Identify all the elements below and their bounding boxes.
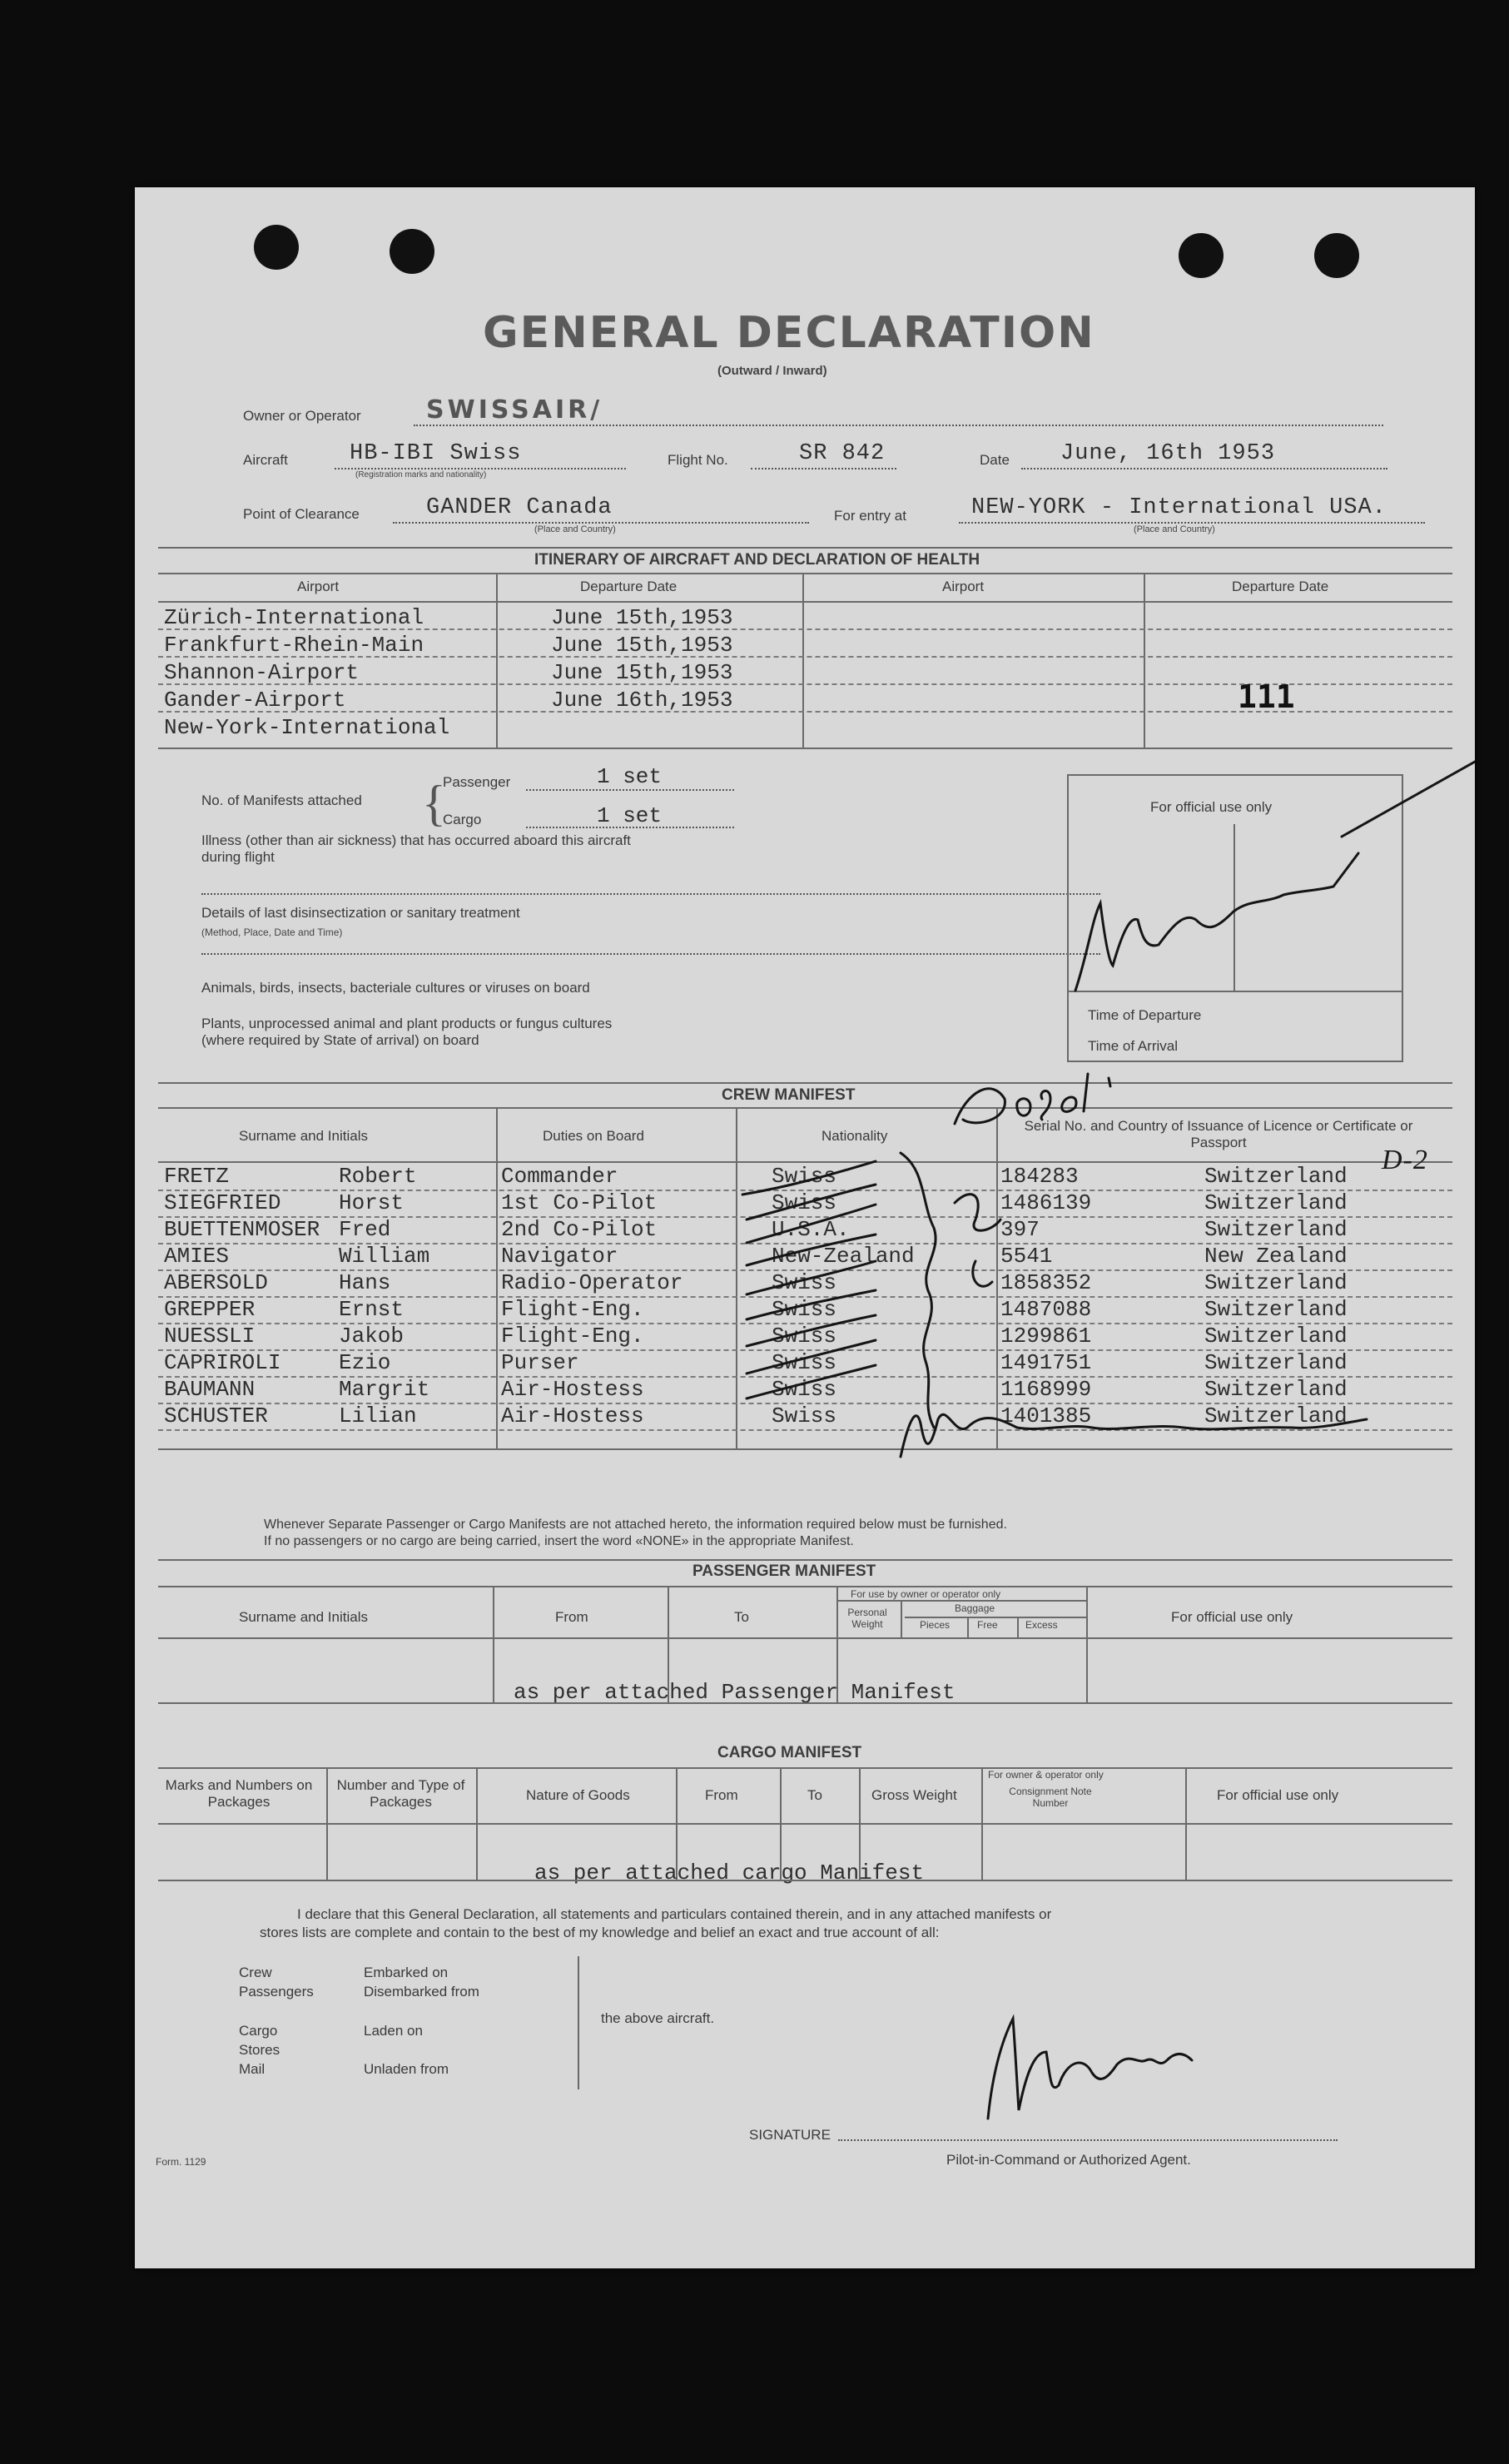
declaration-line-2: stores lists are complete and contain to the best of my knowledge and belief an exact and true account of all: xyxy=(260,1925,940,1940)
cargo-header-marks: Marks and Numbers on Packages xyxy=(165,1777,313,1810)
decl-crew: Crew xyxy=(239,1965,272,1980)
cargo-header-consign: Consignment Note Number xyxy=(1009,1786,1092,1809)
crew-header-nationality: Nationality xyxy=(822,1128,888,1144)
crew-first-name: Jakob xyxy=(339,1324,405,1349)
crew-duty: Air-Hostess xyxy=(501,1403,644,1428)
crew-surname: BUETTENMOSER xyxy=(164,1217,320,1242)
handwriting xyxy=(135,187,1475,2268)
pax-header-surname: Surname and Initials xyxy=(239,1609,368,1625)
itin-date-1: June 15th,1953 xyxy=(551,605,733,630)
crew-serial: 1168999 xyxy=(1000,1377,1092,1402)
owner-label: Owner or Operator xyxy=(243,408,361,424)
passenger-title: PASSENGER MANIFEST xyxy=(692,1562,876,1580)
itin-date-2: June 15th,1953 xyxy=(551,633,733,658)
itin-airport-1: Zürich-International xyxy=(164,605,424,630)
flight-label: Flight No. xyxy=(668,452,728,468)
owner-value: SWISSAIR/ xyxy=(426,395,603,425)
pax-header-from: From xyxy=(555,1609,588,1625)
crew-serial: 1858352 xyxy=(1000,1270,1092,1295)
stamp-number: 111 xyxy=(1238,678,1295,715)
crew-duty: Flight-Eng. xyxy=(501,1324,644,1349)
crew-country: Switzerland xyxy=(1204,1297,1348,1322)
crew-duty: Purser xyxy=(501,1350,579,1375)
crew-first-name: Robert xyxy=(339,1164,417,1189)
crew-serial: 1487088 xyxy=(1000,1297,1092,1322)
crew-nationality: Swiss xyxy=(772,1297,837,1322)
pax-header-to: To xyxy=(734,1609,749,1625)
crew-serial: 1299861 xyxy=(1000,1324,1092,1349)
illness-label: Illness (other than air sickness) that has occurred aboard this aircraft during flight xyxy=(201,832,631,865)
decl-stores: Stores xyxy=(239,2042,280,2058)
decl-embarked: Embarked on xyxy=(364,1965,449,1980)
crew-serial: 5541 xyxy=(1000,1244,1053,1269)
crew-header-surname: Surname and Initials xyxy=(239,1128,368,1144)
cargo-sets: 1 set xyxy=(597,803,663,828)
itin-header-date-2: Departure Date xyxy=(1232,579,1329,594)
form-number: Form. 1129 xyxy=(156,2156,206,2168)
clearance-note: (Place and Country) xyxy=(534,524,616,534)
disinsect-label: Details of last disinsectization or sanitary treatment xyxy=(201,905,520,921)
crew-first-name: Horst xyxy=(339,1190,405,1215)
notice-line-1: Whenever Separate Passenger or Cargo Manifests are not attached hereto, the information required below must be furnished. xyxy=(264,1518,1007,1532)
crew-nationality: Swiss xyxy=(772,1190,837,1215)
itin-airport-2: Frankfurt-Rhein-Main xyxy=(164,633,424,658)
itin-date-3: June 15th,1953 xyxy=(551,660,733,685)
crew-nationality: Swiss xyxy=(772,1324,837,1349)
time-arrival: Time of Arrival xyxy=(1088,1038,1179,1054)
date-value: June, 16th 1953 xyxy=(1060,441,1276,466)
entry-value: NEW-YORK - International USA. xyxy=(971,495,1387,520)
pax-header-excess: Excess xyxy=(1025,1619,1058,1631)
date-label: Date xyxy=(980,452,1010,468)
crew-first-name: Ernst xyxy=(339,1297,405,1322)
dosel-note xyxy=(955,1074,1110,1124)
crew-surname: SCHUSTER xyxy=(164,1403,268,1428)
decl-passengers: Passengers xyxy=(239,1984,314,2000)
cargo-entry: as per attached cargo Manifest xyxy=(534,1860,925,1885)
crew-duty: 1st Co-Pilot xyxy=(501,1190,658,1215)
crew-serial: 1401385 xyxy=(1000,1403,1092,1428)
signature-label: SIGNATURE xyxy=(749,2127,831,2143)
itin-header-airport: Airport xyxy=(297,579,340,594)
crew-surname: FRETZ xyxy=(164,1164,230,1189)
itin-airport-3: Shannon-Airport xyxy=(164,660,360,685)
crew-country: Switzerland xyxy=(1204,1403,1348,1428)
crew-nationality: Swiss xyxy=(772,1270,837,1295)
decl-cargo: Cargo xyxy=(239,2023,278,2039)
margin-note: D-2 xyxy=(1382,1145,1428,1175)
pax-header-pieces: Pieces xyxy=(920,1619,951,1631)
crew-nationality: U.S.A. xyxy=(772,1217,850,1242)
crew-country: Switzerland xyxy=(1204,1377,1348,1402)
crew-country: Switzerland xyxy=(1204,1270,1348,1295)
crew-header-serial: Serial No. and Country of Issuance of Licence or Certificate or Passport xyxy=(1024,1118,1413,1150)
crew-first-name: Ezio xyxy=(339,1350,391,1375)
animals-label: Animals, birds, insects, bacteriale cultures or viruses on board xyxy=(201,980,590,996)
crew-first-name: Margrit xyxy=(339,1377,430,1402)
crew-duty: Air-Hostess xyxy=(501,1377,644,1402)
itin-airport-4: Gander-Airport xyxy=(164,688,346,713)
entry-note: (Place and Country) xyxy=(1134,524,1215,534)
crew-serial: 397 xyxy=(1000,1217,1040,1242)
decl-above: the above aircraft. xyxy=(601,2010,715,2026)
itin-airport-5: New-York-International xyxy=(164,715,450,740)
crew-first-name: Lilian xyxy=(339,1403,417,1428)
pilot-signature xyxy=(988,2019,1192,2119)
cargo-header-from: From xyxy=(705,1787,738,1803)
entry-label: For entry at xyxy=(834,508,906,524)
crew-country: Switzerland xyxy=(1204,1217,1348,1242)
plants-label: Plants, unprocessed animal and plant products or fungus cultures (where required by State of arrival) on board xyxy=(201,1016,613,1048)
crew-duty: 2nd Co-Pilot xyxy=(501,1217,658,1242)
decl-mail: Mail xyxy=(239,2061,266,2077)
crew-duty: Commander xyxy=(501,1164,618,1189)
crew-nationality: Swiss xyxy=(772,1403,837,1428)
decl-disembarked: Disembarked from xyxy=(364,1984,479,2000)
pax-header-weight: Personal Weight xyxy=(847,1607,887,1630)
cargo-header-nature: Nature of Goods xyxy=(526,1787,630,1803)
pax-header-free: Free xyxy=(977,1619,998,1631)
crew-surname: BAUMANN xyxy=(164,1377,256,1402)
crew-country: Switzerland xyxy=(1204,1324,1348,1349)
time-departure: Time of Departure xyxy=(1088,1007,1202,1023)
manifests-label: No. of Manifests attached xyxy=(201,792,362,808)
crew-header-duties: Duties on Board xyxy=(543,1128,644,1144)
passenger-sets: 1 set xyxy=(597,764,663,789)
crew-surname: ABERSOLD xyxy=(164,1270,268,1295)
crew-surname: NUESSLI xyxy=(164,1324,256,1349)
crew-signature xyxy=(901,1414,1367,1457)
crew-country: Switzerland xyxy=(1204,1190,1348,1215)
passenger-label: Passenger xyxy=(443,774,511,790)
crew-country: Switzerland xyxy=(1204,1164,1348,1189)
crew-first-name: Hans xyxy=(339,1270,391,1295)
pilot-label: Pilot-in-Command or Authorized Agent. xyxy=(946,2152,1191,2168)
flight-value: SR 842 xyxy=(799,441,886,466)
declaration-line-1: I declare that this General Declaration, all statements and particulars contained therein, and in any attached manifests or xyxy=(297,1906,1052,1922)
decl-unladen: Unladen from xyxy=(364,2061,449,2077)
cargo-header-official: For official use only xyxy=(1217,1787,1339,1803)
official-use-title: For official use only xyxy=(1150,799,1273,815)
crew-nationality: Swiss xyxy=(772,1377,837,1402)
cargo-header-gross: Gross Weight xyxy=(871,1787,957,1803)
pax-header-baggage: Baggage xyxy=(955,1602,995,1614)
cargo-header-to: To xyxy=(807,1787,822,1803)
itin-date-4: June 16th,1953 xyxy=(551,688,733,713)
crew-first-name: William xyxy=(339,1244,430,1269)
pax-header-official: For official use only xyxy=(1171,1609,1293,1625)
crew-duty: Navigator xyxy=(501,1244,618,1269)
declaration-form xyxy=(135,187,1475,2268)
page-title: GENERAL DECLARATION xyxy=(483,308,1095,358)
crew-first-name: Fred xyxy=(339,1217,391,1242)
clearance-label: Point of Clearance xyxy=(243,506,360,522)
itinerary-title: ITINERARY OF AIRCRAFT AND DECLARATION OF HEALTH xyxy=(534,551,980,569)
itin-header-date: Departure Date xyxy=(580,579,678,594)
official-signature xyxy=(1075,762,1475,991)
pax-header-owner: For use by owner or operator only xyxy=(851,1588,1001,1600)
crew-nationality: Swiss xyxy=(772,1350,837,1375)
crew-surname: SIEGFRIED xyxy=(164,1190,281,1215)
crew-serial: 184283 xyxy=(1000,1164,1079,1189)
crew-title: CREW MANIFEST xyxy=(722,1086,856,1104)
crew-serial: 1491751 xyxy=(1000,1350,1092,1375)
aircraft-label: Aircraft xyxy=(243,452,288,468)
decl-laden: Laden on xyxy=(364,2023,423,2039)
cargo-header-owner: For owner & operator only xyxy=(988,1769,1104,1781)
aircraft-value: HB-IBI Swiss xyxy=(350,441,522,466)
brace: { xyxy=(422,776,446,831)
cargo-title: CARGO MANIFEST xyxy=(717,1744,862,1761)
crew-surname: GREPPER xyxy=(164,1297,256,1322)
pax-entry: as per attached Passenger Manifest xyxy=(514,1680,956,1705)
crew-duty: Radio-Operator xyxy=(501,1270,683,1295)
crew-nationality: Swiss xyxy=(772,1164,837,1189)
crew-nationality: New-Zealand xyxy=(772,1244,915,1269)
crew-surname: CAPRIROLI xyxy=(164,1350,281,1375)
aircraft-note: (Registration marks and nationality) xyxy=(355,470,487,479)
disinsect-note: (Method, Place, Date and Time) xyxy=(201,926,343,938)
crew-duty: Flight-Eng. xyxy=(501,1297,644,1322)
cargo-header-number: Number and Type of Packages xyxy=(336,1777,465,1810)
clearance-value: GANDER Canada xyxy=(426,495,613,520)
crew-surname: AMIES xyxy=(164,1244,230,1269)
crew-country: Switzerland xyxy=(1204,1350,1348,1375)
cargo-label: Cargo xyxy=(443,812,482,827)
page-subtitle: (Outward / Inward) xyxy=(717,364,827,378)
crew-serial: 1486139 xyxy=(1000,1190,1092,1215)
notice-line-2: If no passengers or no cargo are being carried, insert the word «NONE» in the appropriate Manifest. xyxy=(264,1534,854,1548)
itin-header-airport-2: Airport xyxy=(942,579,985,594)
crew-country: New Zealand xyxy=(1204,1244,1348,1269)
